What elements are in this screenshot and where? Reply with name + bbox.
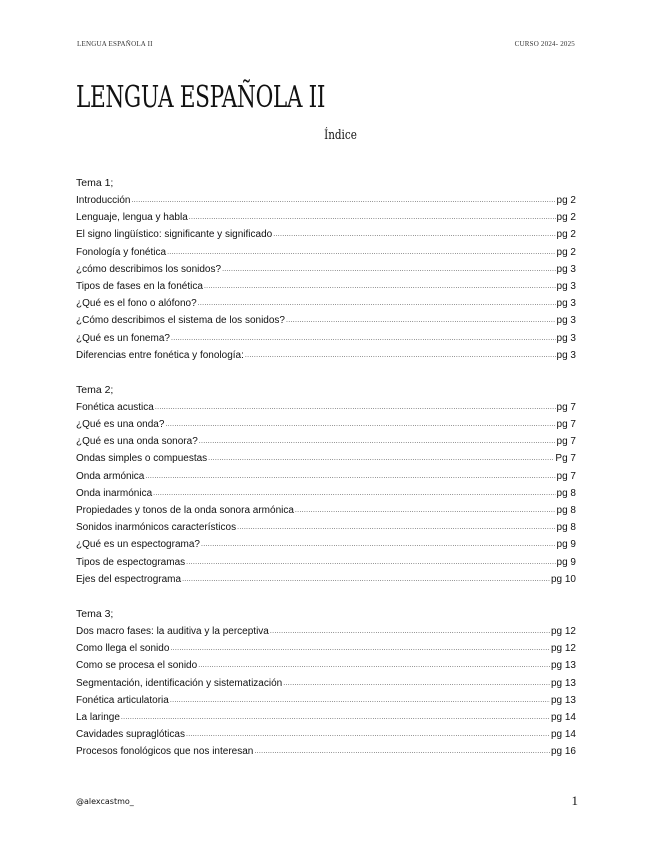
toc-entry-page: pg 13 (550, 660, 576, 672)
toc-entry-page: pg 8 (556, 487, 576, 499)
toc-entry-text: Como llega el sonido (76, 643, 170, 655)
toc-entry-text: Ejes del espectrograma (76, 573, 182, 585)
toc-entry (76, 261, 576, 278)
document-title: LENGUA ESPAÑOLA II (76, 80, 325, 115)
dot-leader (295, 502, 556, 519)
toc-entry (76, 640, 576, 657)
section-title: Tema 1; (76, 177, 114, 189)
toc-entry (76, 347, 576, 364)
toc-entry-text: Cavidades supraglóticas (76, 729, 185, 741)
toc-entry-page: pg 7 (556, 419, 576, 431)
toc-entry (76, 399, 576, 416)
toc-entry-page: pg 9 (556, 556, 576, 568)
toc-entry-page: pg 2 (556, 246, 576, 258)
dot-leader (270, 623, 550, 640)
toc-entry-page: pg 7 (556, 470, 576, 482)
dot-leader (145, 468, 555, 485)
toc-entry-page: pg 7 (556, 401, 576, 413)
toc-entry-text: ¿Qué es un espectograma? (76, 539, 200, 551)
dot-leader (198, 295, 556, 312)
entries (76, 192, 576, 364)
dot-leader (186, 554, 555, 571)
toc-entry (76, 209, 576, 226)
dot-leader (121, 709, 550, 726)
toc-entry-text: Introducción (76, 195, 131, 206)
toc-entry-page: pg 2 (556, 195, 576, 206)
toc-entry-text: Segmentación, identificación y sistematización (76, 677, 283, 689)
dot-leader (171, 330, 556, 347)
toc-entry (76, 226, 576, 243)
toc-section-tema-3 (76, 606, 576, 761)
toc-entry (76, 536, 576, 553)
toc-entry (76, 312, 576, 329)
toc-entry (76, 743, 576, 760)
dot-leader (165, 416, 555, 433)
toc-entry (76, 278, 576, 295)
toc-entry-text: ¿Qué es una onda sonora? (76, 436, 198, 448)
toc-entry-text: ¿Qué es una onda? (76, 419, 165, 431)
toc-entry (76, 709, 576, 726)
toc-entry-text: ¿Qué es un fonema? (76, 332, 170, 344)
toc-entry-text: El signo lingüístico: significante y significado (76, 229, 273, 241)
toc-entry-page: pg 13 (550, 694, 576, 706)
dot-leader (208, 450, 554, 467)
dot-leader (170, 640, 550, 657)
toc-entry (76, 416, 576, 433)
toc-entry-text: Lenguaje, lengua y habla (76, 212, 188, 224)
toc-entry-text: Ondas simples o compuestas (76, 453, 208, 465)
dot-leader (273, 226, 555, 243)
toc-entry-page: pg 8 (556, 522, 576, 534)
toc-entry (76, 295, 576, 312)
toc-entry-text: Procesos fonológicos que nos interesan (76, 746, 254, 758)
toc-entry-text: Tipos de espectogramas (76, 556, 186, 568)
toc-entry-page: pg 16 (550, 746, 576, 758)
entries (76, 399, 576, 588)
toc-entry-text: Dos macro fases: la auditiva y la perceptiva (76, 625, 269, 637)
toc-entry (76, 485, 576, 502)
toc-entry-page: pg 2 (556, 229, 576, 241)
toc-entry-page: pg 3 (556, 263, 576, 275)
toc-entry (76, 692, 576, 709)
dot-leader (237, 519, 555, 536)
toc-entry (76, 571, 576, 588)
toc-entry (76, 433, 576, 450)
toc-entry (76, 244, 576, 261)
handle-text: @alexcastmo_ (76, 797, 134, 806)
toc-entry-page: pg 3 (556, 280, 576, 292)
toc-entry-page: Pg 7 (555, 453, 576, 465)
toc-entry-text: Tipos de fases en la fonética (76, 280, 203, 292)
running-header-right: CURSO 2024- 2025 (514, 40, 575, 48)
dot-leader (199, 433, 556, 450)
toc-entry (76, 657, 576, 674)
toc-entry-text: Sonidos inarmónicos característicos (76, 522, 237, 534)
section-title: Tema 3; (76, 607, 114, 620)
author-handle (76, 797, 134, 806)
running-header-left: LENGUA ESPAÑOLA II (77, 40, 153, 48)
dot-leader (153, 485, 555, 502)
toc-entry-page: pg 10 (550, 573, 576, 585)
toc-section-tema-1 (76, 175, 576, 364)
entries (76, 623, 576, 761)
toc-entry (76, 502, 576, 519)
toc-entry (76, 726, 576, 743)
toc-entry-page: pg 3 (556, 315, 576, 327)
dot-leader (283, 675, 550, 692)
toc-entry-page: pg 3 (556, 332, 576, 344)
table-of-contents (76, 175, 576, 778)
dot-leader (286, 312, 556, 329)
toc-entry-page: pg 8 (556, 505, 576, 516)
dot-leader (186, 726, 550, 743)
toc-entry-page: pg 3 (556, 298, 576, 310)
page-number: 1 (571, 793, 578, 808)
toc-entry-page: pg 3 (556, 349, 576, 361)
toc-entry (76, 554, 576, 571)
dot-leader (182, 571, 550, 588)
dot-leader (198, 657, 550, 674)
toc-entry-page: pg 12 (550, 643, 576, 655)
toc-entry-text: La laringe (76, 711, 120, 723)
section-title: Tema 2; (76, 383, 114, 396)
index-heading: Índice (324, 128, 357, 143)
toc-entry (76, 519, 576, 536)
toc-entry-page: pg 13 (550, 677, 576, 689)
toc-entry-page: pg 9 (556, 539, 576, 551)
toc-entry-text: Propiedades y tonos de la onda sonora armónica (76, 505, 294, 516)
dot-leader (170, 692, 550, 709)
dot-leader (254, 743, 550, 760)
dot-leader (167, 244, 555, 261)
toc-entry-page: pg 14 (550, 711, 576, 723)
toc-entry-text: ¿Qué es el fono o alófono? (76, 298, 197, 310)
toc-entry (76, 623, 576, 640)
toc-entry (76, 450, 576, 467)
toc-entry-text: Fonética articulatoria (76, 694, 169, 706)
toc-entry-page: pg 14 (550, 729, 576, 741)
dot-leader (189, 209, 556, 226)
dot-leader (245, 347, 556, 364)
toc-entry-page: pg 12 (550, 625, 576, 637)
dot-leader (204, 278, 556, 295)
toc-entry (76, 192, 576, 209)
toc-entry-text: ¿Cómo describimos el sistema de los sonidos? (76, 315, 285, 327)
dot-leader (222, 261, 555, 278)
toc-entry-page: pg 2 (556, 212, 576, 224)
toc-entry-text: Fonología y fonética (76, 246, 167, 258)
dot-leader (131, 192, 555, 209)
toc-entry (76, 468, 576, 485)
toc-entry-text: Como se procesa el sonido (76, 660, 198, 672)
dot-leader (201, 536, 556, 553)
dot-leader (155, 399, 556, 416)
toc-entry-text: Onda inarmónica (76, 487, 153, 499)
toc-entry-text: Fonética acustica (76, 401, 154, 413)
toc-entry-page: pg 7 (556, 436, 576, 448)
toc-entry (76, 330, 576, 347)
toc-entry-text: Onda armónica (76, 470, 145, 482)
toc-entry-text: Diferencias entre fonética y fonología: (76, 349, 244, 361)
toc-section-tema-2 (76, 382, 576, 588)
toc-entry-text: ¿cómo describimos los sonidos? (76, 263, 222, 275)
toc-entry (76, 675, 576, 692)
